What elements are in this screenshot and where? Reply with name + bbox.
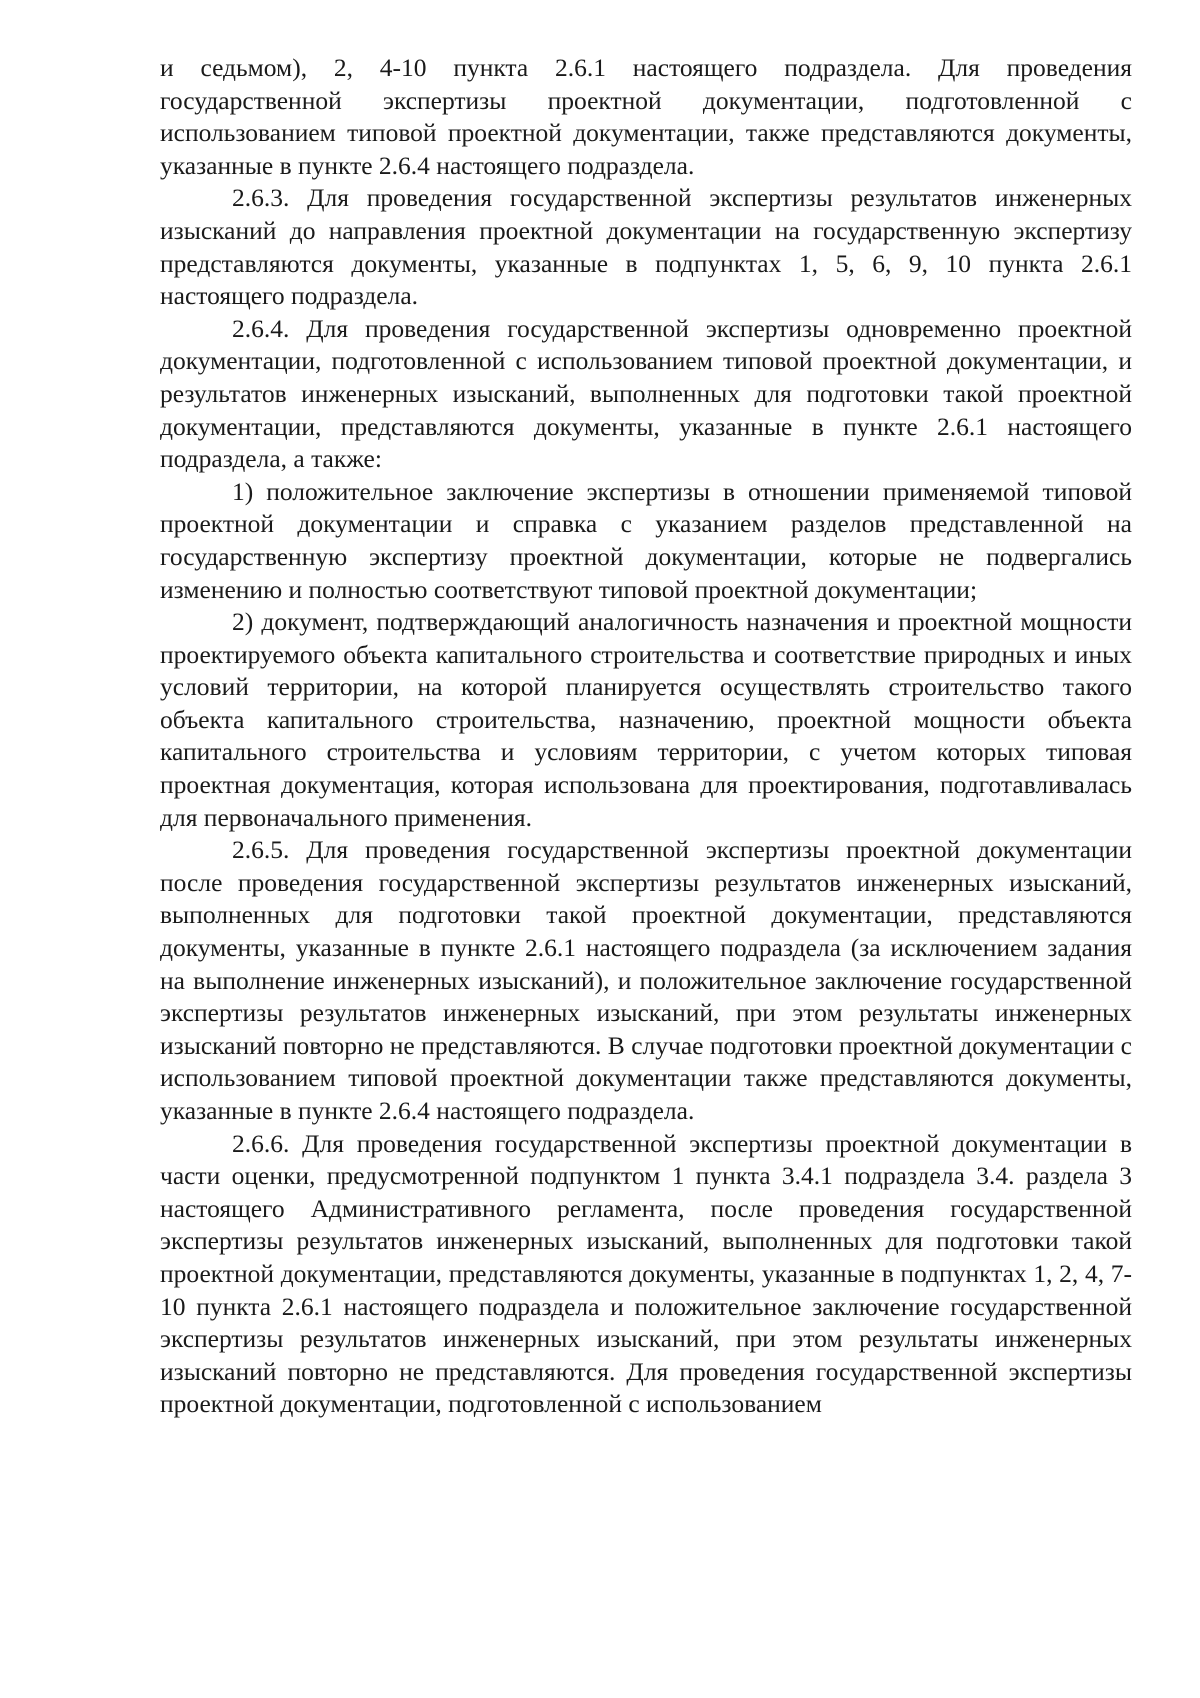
paragraph-2-6-4-item-2: 2) документ, подтверждающий аналогичность назначения и проектной мощности проектируемого объекта капитального строительства и соответствие природных и иных условий территории, на которой планируется осуществлять строительство такого объекта капитального строительства, назначению, проектной мощности объекта капитального строительства и условиям территории, с учетом которых типовая проектная документация, которая использована для проектирования, подготавливалась для первоначального применения. [160,607,1132,832]
paragraph-2-6-5: 2.6.5. Для проведения государственной экспертизы проектной документации после проведения государственной экспертизы результатов инженерных изысканий, выполненных для подготовки такой проектной документации, представляются документы, указанные в пункте 2.6.1 настоящего подраздела (за исключением задания на выполнение инженерных изысканий), и положительное заключение государственной экспертизы результатов инженерных изысканий, при этом результаты инженерных изысканий повторно не представляются. В случае подготовки проектной документации с использованием типовой проектной документации также представляются документы, указанные в пункте 2.6.4 настоящего подраздела. [160,835,1132,1125]
paragraph-2-6-4: 2.6.4. Для проведения государственной экспертизы одновременно проектной документации, подготовленной с использованием типовой проектной документации, и результатов инженерных изысканий, выполненных для подготовки такой проектной документации, представляются документы, указанные в пункте 2.6.1 настоящего подраздела, а также: [160,313,1132,474]
paragraph-continuation: и седьмом), 2, 4-10 пункта 2.6.1 настоящего подраздела. Для проведения государственной экспертизы проектной документации, подготовленной с использованием типовой проектной документации, также представляются документы, указанные в пункте 2.6.4 настоящего подраздела. [160,53,1132,180]
paragraph-2-6-3: 2.6.3. Для проведения государственной экспертизы результатов инженерных изысканий до направления проектной документации на государственную экспертизу представляются документы, указанные в подпунктах 1, 5, 6, 9, 10 пункта 2.6.1 настоящего подраздела. [160,183,1132,311]
paragraph-2-6-6: 2.6.6. Для проведения государственной экспертизы проектной документации в части оценки, предусмотренной подпунктом 1 пункта 3.4.1 подраздела 3.4. раздела 3 настоящего Административного регламента, после проведения государственной экспертизы результатов инженерных изысканий, выполненных для подготовки такой проектной документации, представляются документы, указанные в подпунктах 1, 2, 4, 7-10 пункта 2.6.1 настоящего подраздела и положительное заключение государственной экспертизы результатов инженерных изысканий, при этом результаты инженерных изысканий повторно не представляются. Для проведения государственной экспертизы проектной документации, подготовленной с использованием [160,1128,1132,1419]
paragraph-2-6-4-item-1: 1) положительное заключение экспертизы в отношении применяемой типовой проектной документации и справка с указанием разделов представленной на государственную экспертизу проектной документации, которые не подвергались изменению и полностью соответствуют типовой проектной документации; [160,476,1132,604]
document-page [160,52,1132,1421]
